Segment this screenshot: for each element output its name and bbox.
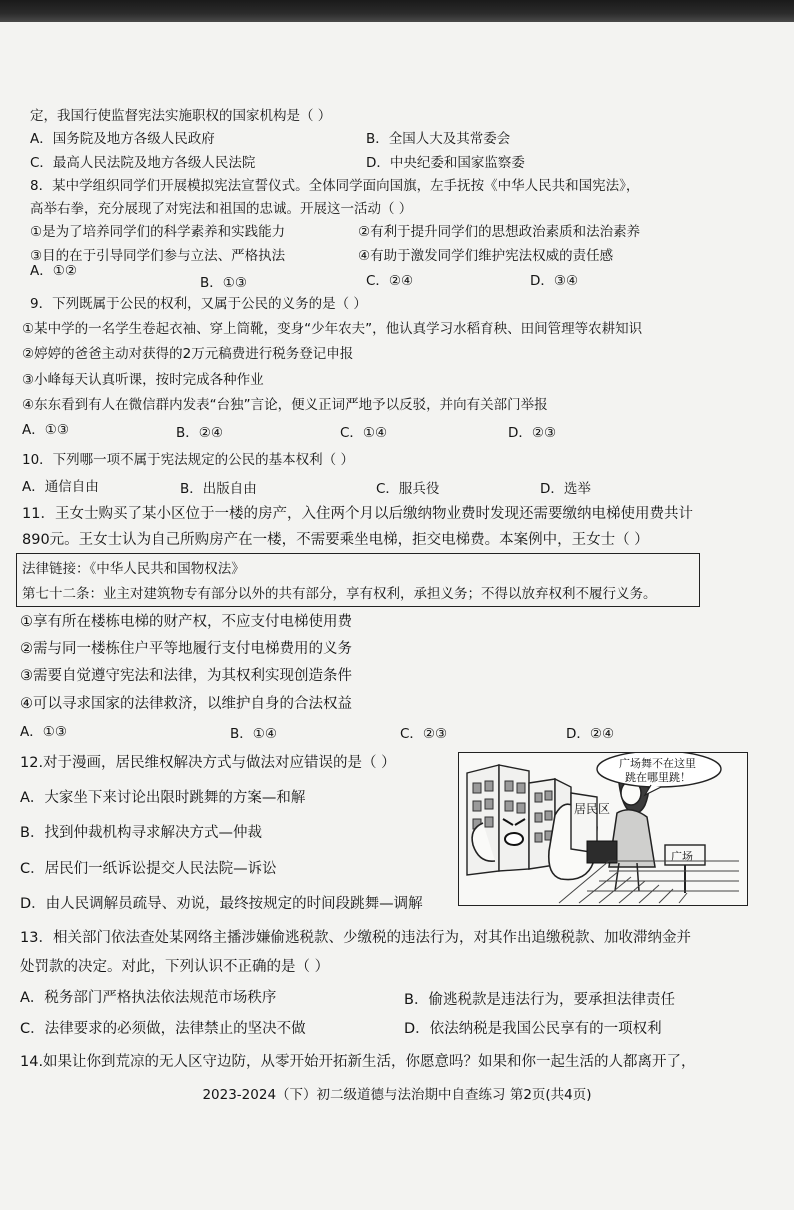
law-link-title: 法律链接：《中华人民共和国物权法》	[22, 561, 245, 577]
cartoon-drawing	[459, 753, 747, 905]
q8-statement-4: ④有助于激发同学们维护宪法权威的责任感	[358, 248, 614, 264]
q7-option-b: B．全国人大及其常委会	[366, 131, 511, 147]
q12-option-d: D．由人民调解员疏导、劝说，最终按规定的时间段跳舞—调解	[20, 896, 423, 912]
q9-option-d: D．②③	[508, 425, 557, 441]
q11-option-c: C．②③	[400, 726, 448, 742]
q9-stem: 9．下列既属于公民的权利，又属于公民的义务的是（ ）	[30, 296, 367, 312]
q9-statement-4: ④东东看到有人在微信群内发表“台独”言论，便义正词严地予以反驳，并向有关部门举报	[22, 397, 548, 413]
q7-option-d: D．中央纪委和国家监察委	[366, 155, 525, 171]
q11-stem-2: 890元。王女士认为自己所购房产在一楼，不需要乘坐电梯，拒交电梯费。本案例中，王女士（ ）	[22, 532, 649, 548]
q9-option-c: C．①④	[340, 425, 388, 441]
cartoon-square-sign: 广场	[671, 851, 693, 863]
q12-stem: 12.对于漫画，居民维权解决方式与做法对应错误的是（ ）	[20, 755, 396, 771]
q9-option-a: A．①③	[22, 422, 69, 438]
q13-option-d: D．依法纳税是我国公民享有的一项权利	[404, 1021, 662, 1037]
q10-option-c: C．服兵役	[376, 481, 440, 497]
q13-option-a: A．税务部门严格执法依法规范市场秩序	[20, 990, 277, 1006]
q8-statement-2: ②有利于提升同学们的思想政治素质和法治素养	[358, 224, 641, 240]
q8-statement-3: ③目的在于引导同学们参与立法、严格执法	[30, 248, 286, 264]
q11-stem: 11．王女士购买了某小区位于一楼的房产，入住两个月以后缴纳物业费时发现还需要缴纳电梯使用费共计	[22, 506, 693, 522]
cartoon-building-sign: 居民区	[574, 802, 611, 816]
q13-option-b: B．偷逃税款是违法行为，要承担法律责任	[404, 992, 675, 1008]
cartoon-bubble-line-1: 广场舞不在这里	[619, 758, 696, 770]
q9-statement-3: ③小峰每天认真听课，按时完成各种作业	[22, 372, 264, 388]
q13-stem: 13．相关部门依法查处某网络主播涉嫌偷逃税款、少缴税的违法行为，对其作出追缴税款、加收滞纳金并	[20, 930, 691, 946]
q8-option-d: D．③④	[530, 273, 579, 289]
q8-option-b: B．①③	[200, 275, 247, 291]
cartoon-illustration	[458, 752, 748, 906]
q8-option-a: A．①②	[30, 263, 77, 279]
q10-option-d: D．选举	[540, 481, 591, 497]
q7-option-c: C．最高人民法院及地方各级人民法院	[30, 155, 256, 171]
q8-statement-1: ①是为了培养同学们的科学素养和实践能力	[30, 224, 286, 240]
q11-statement-2: ②需与同一楼栋住户平等地履行支付电梯费用的义务	[20, 641, 352, 657]
q8-option-c: C．②④	[366, 273, 414, 289]
q10-option-b: B．出版自由	[180, 481, 257, 497]
q7-stem-end: 定，我国行使监督宪法实施职权的国家机构是（ ）	[30, 108, 332, 124]
q9-option-b: B．②④	[176, 425, 223, 441]
q13-stem-2: 处罚款的决定。对此，下列认识不正确的是（ ）	[20, 959, 330, 975]
law-link-article: 第七十二条：业主对建筑物专有部分以外的共有部分，享有权利，承担义务；不得以放弃权利不履行义务。	[22, 586, 657, 602]
q8-stem-2: 高举右拳，充分展现了对宪法和祖国的忠诚。开展这一活动（ ）	[30, 201, 413, 217]
q11-option-d: D．②④	[566, 726, 615, 742]
q11-option-b: B．①④	[230, 726, 277, 742]
cartoon-bubble-line-2: 跳在哪里跳！	[625, 772, 691, 784]
q11-statement-1: ①享有所在楼栋电梯的财产权，不应支付电梯使用费	[20, 614, 352, 630]
q10-stem: 10．下列哪一项不属于宪法规定的公民的基本权利（ ）	[22, 452, 354, 468]
q13-option-c: C．法律要求的必须做，法律禁止的坚决不做	[20, 1021, 306, 1037]
q8-stem: 8．某中学组织同学们开展模拟宪法宣誓仪式。全体同学面向国旗，左手抚按《中华人民共和国宪法》，	[30, 178, 640, 194]
q12-option-c: C．居民们一纸诉讼提交人民法院—诉讼	[20, 861, 277, 877]
q9-statement-1: ①某中学的一名学生卷起衣袖、穿上筒靴，变身“少年农夫”，他认真学习水稻育秧、田间管理等农耕知识	[22, 321, 643, 337]
q14-stem: 14.如果让你到荒凉的无人区守边防，从零开始开拓新生活，你愿意吗？如果和你一起生活的人都离开了，	[20, 1054, 696, 1070]
q11-option-a: A．①③	[20, 724, 67, 740]
q11-statement-4: ④可以寻求国家的法律救济，以维护自身的合法权益	[20, 696, 352, 712]
q11-statement-3: ③需要自觉遵守宪法和法律，为其权利实现创造条件	[20, 668, 352, 684]
q12-option-b: B．找到仲裁机构寻求解决方式—仲裁	[20, 825, 262, 841]
q7-option-a: A．国务院及地方各级人民政府	[30, 131, 215, 147]
page-footer: 2023-2024（下）初二级道德与法治期中自查练习 第2页(共4页)	[202, 1087, 592, 1103]
scan-top-edge	[0, 0, 794, 22]
q10-option-a: A．通信自由	[22, 479, 99, 495]
q12-option-a: A．大家坐下来讨论出限时跳舞的方案—和解	[20, 790, 306, 806]
q9-statement-2: ②婷婷的爸爸主动对获得的2万元稿费进行税务登记申报	[22, 346, 354, 362]
